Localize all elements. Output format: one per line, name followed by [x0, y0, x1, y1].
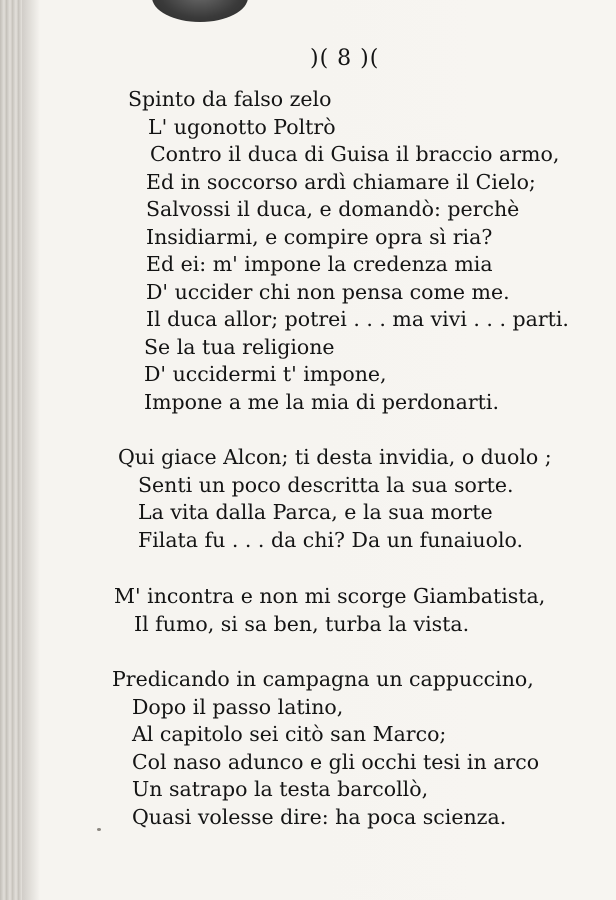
poem-line: Se la tua religione: [144, 335, 335, 359]
poem-line: D' uccidermi t' impone,: [144, 362, 387, 386]
page-number: )( 8 )(: [310, 46, 380, 71]
poem-line: Filata fu . . . da chi? Da un funaiuolo.: [138, 528, 524, 552]
binding-shadow: [22, 0, 40, 900]
poem-line: Qui giace Alcon; ti desta invidia, o duolo ;: [118, 445, 552, 469]
poem-line: Insidiarmi, e compire opra sì ria?: [146, 225, 493, 249]
poem-line: D' uccider chi non pensa come me.: [146, 280, 510, 304]
poem-line: Quasi volesse dire: ha poca scienza.: [132, 805, 507, 829]
poem-line: Ed in soccorso ardì chiamare il Cielo;: [146, 170, 536, 194]
poem-line: Salvossi il duca, e domandò: perchè: [146, 197, 520, 221]
poem-line: Il fumo, si sa ben, turba la vista.: [134, 612, 470, 636]
poem-line: Contro il duca di Guisa il braccio armo,: [150, 142, 560, 166]
poem-line: Dopo il passo latino,: [132, 695, 344, 719]
poem-line: Impone a me la mia di perdonarti.: [144, 390, 499, 414]
poem-line: Senti un poco descritta la sua sorte.: [138, 473, 514, 497]
poem-line: Al capitolo sei citò san Marco;: [132, 722, 447, 746]
poem-line: Col naso adunco e gli occhi tesi in arco: [132, 750, 540, 774]
poem-line: La vita dalla Parca, e la sua morte: [138, 500, 493, 524]
poem-line: Il duca allor; potrei . . . ma vivi . . . parti.: [146, 307, 569, 331]
poem-line: L' ugonotto Poltrò: [148, 115, 336, 139]
page-clip: [152, 0, 248, 22]
poem-line: Un satrapo la testa barcollò,: [132, 777, 429, 801]
poem-line: Ed ei: m' impone la credenza mia: [146, 252, 493, 276]
paper-speck: [97, 828, 101, 831]
poem-line: M' incontra e non mi scorge Giambatista,: [114, 584, 546, 608]
poem-line: Spinto da falso zelo: [128, 87, 332, 111]
book-binding: [0, 0, 22, 900]
poem-line: Predicando in campagna un cappuccino,: [112, 667, 534, 691]
